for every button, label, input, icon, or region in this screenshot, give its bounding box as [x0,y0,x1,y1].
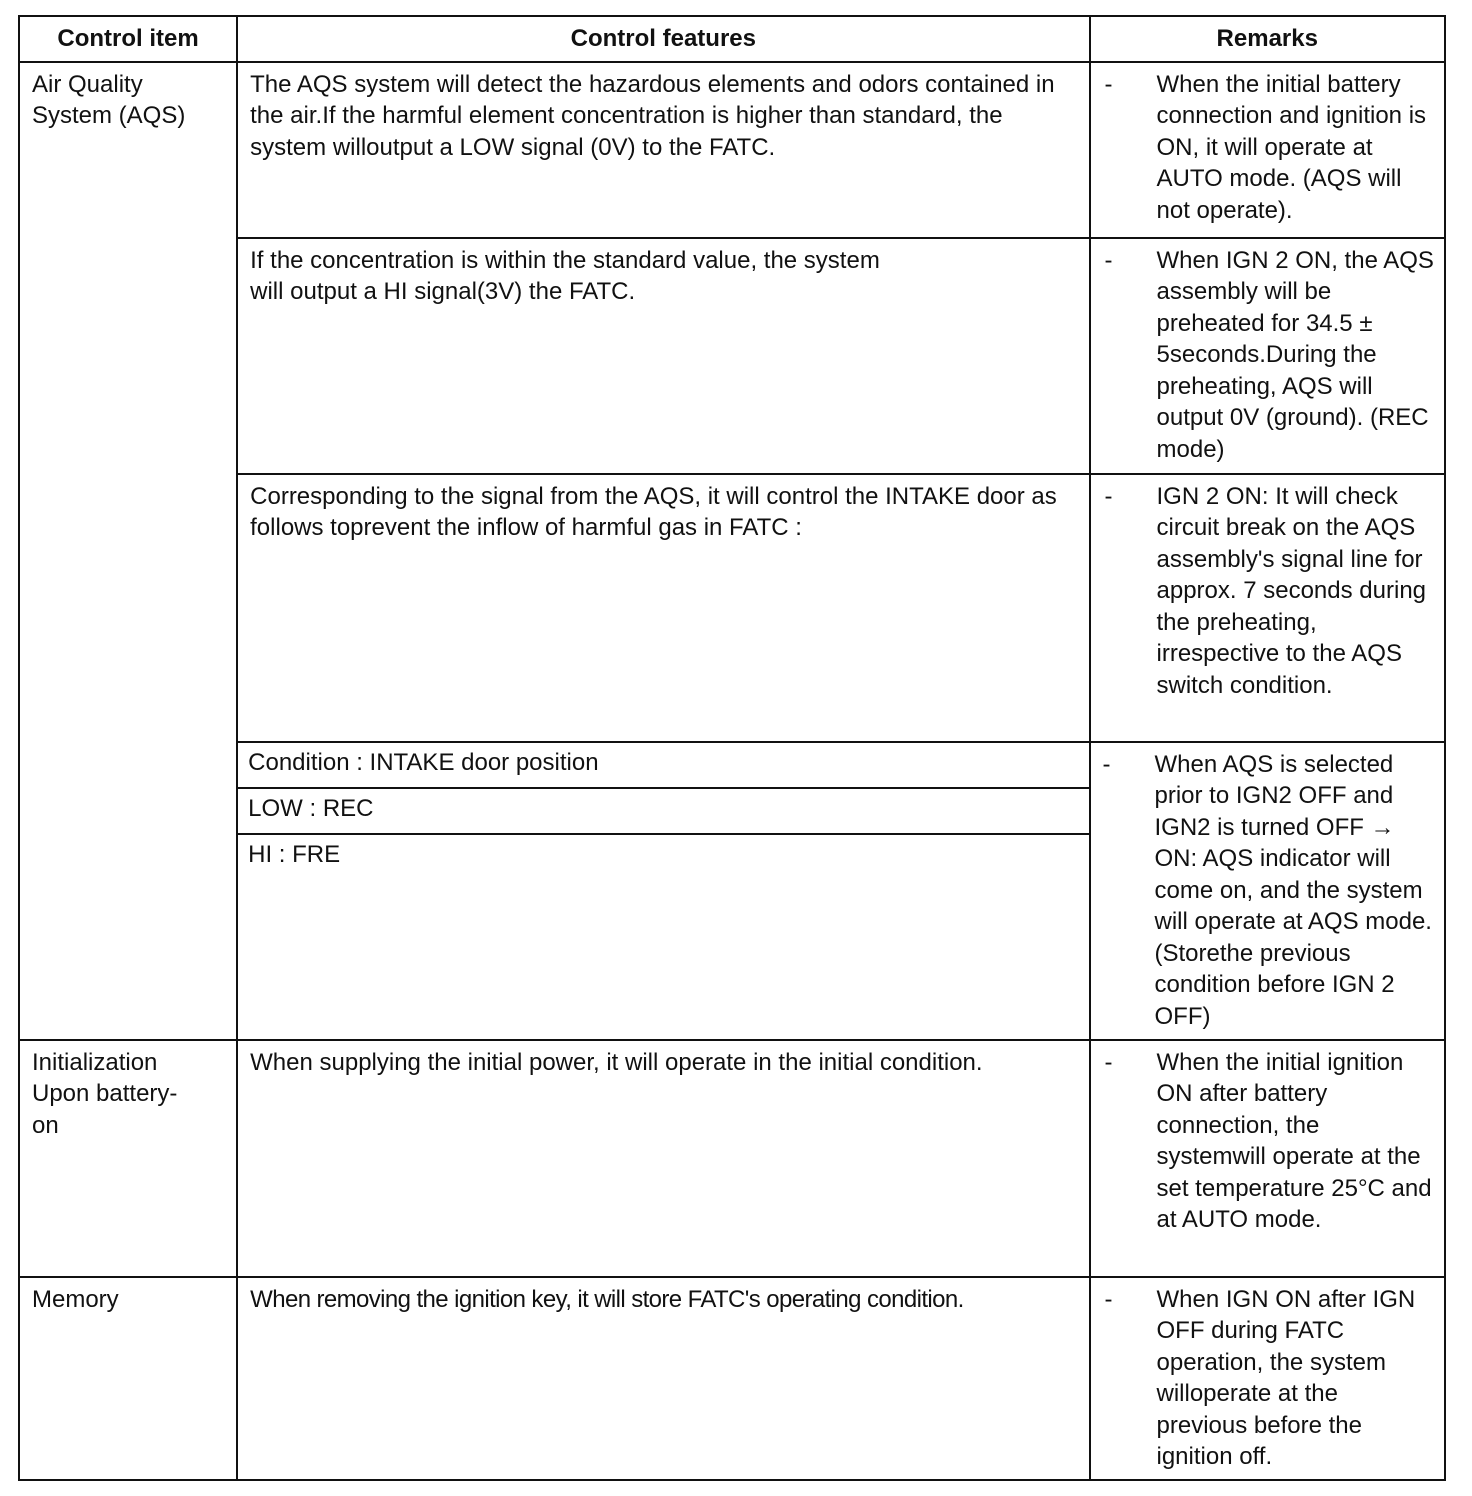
remark-text: IGN 2 ON: It will check circuit break on the AQS assembly's signal line for approx. 7 seconds during the preheating, irrespective to the AQS switch condition. [1156,482,1427,699]
remark-text: When the initial ignition ON after battery connection, the systemwill operate at the set temperature 25°C and at AUTO mode. [1156,1048,1432,1233]
remark-cell [1090,742,1446,1040]
remark-cell [1090,474,1446,742]
table-row [19,1040,1445,1277]
item-initialization: Initialization Upon battery-on [19,1040,237,1277]
feature-text: When supplying the initial power, it will operate in the initial condition. [237,1040,1089,1277]
item-memory: Memory [19,1277,237,1480]
feature-text: If the concentration is within the standard value, the system will output a HI signal(3V) the FATC. [237,238,1089,474]
bullet-dash: - [1102,750,1111,778]
condition-hi: HI : FRE [237,834,1089,1040]
remark-text: When AQS is selected prior to IGN2 OFF and IGN2 is turned OFF → ON: AQS indicator will come on, and the system will operate at AQS mode. (Storethe previous condition before IGN 2 OFF) [1154,750,1432,1030]
bullet-dash: - [1104,1048,1113,1076]
header-control-features: Control features [237,16,1089,62]
remark-text: When the initial battery connection and ignition is ON, it will operate at AUTO mode. (AQS will not operate). [1156,70,1427,224]
bullet-dash: - [1104,482,1113,510]
header-row [19,16,1445,62]
feature-text: The AQS system will detect the hazardous elements and odors contained in the air.If the harmful element concentration is higher than standard, the system willoutput a LOW signal (0V) to the FATC. [237,62,1089,238]
feature-text: When removing the ignition key, it will store FATC's operating condition. [237,1277,1089,1480]
bullet-dash: - [1104,1285,1113,1313]
feature-text: Corresponding to the signal from the AQS, it will control the INTAKE door as follows toprevent the inflow of harmful gas in FATC : [237,474,1089,742]
remark-text: When IGN 2 ON, the AQS assembly will be preheated for 34.5 ± 5seconds.During the preheating, AQS will output 0V (ground). (REC mode) [1156,246,1434,463]
remark-text: When IGN ON after IGN OFF during FATC operation, the system willoperate at the previous before the ignition off. [1156,1285,1416,1470]
table-row [19,1277,1445,1480]
header-control-item: Control item [19,16,237,62]
item-aqs: Air Quality System (AQS) [19,62,237,1040]
bullet-dash: - [1104,70,1113,98]
header-remarks: Remarks [1090,16,1446,62]
remark-cell [1090,238,1446,474]
condition-header: Condition : INTAKE door position [237,742,1089,788]
table-row [19,62,1445,238]
bullet-dash: - [1104,246,1113,274]
condition-low: LOW : REC [237,788,1089,834]
remark-cell [1090,1277,1446,1480]
control-table [18,15,1446,1481]
remark-cell [1090,1040,1446,1277]
remark-cell [1090,62,1446,238]
